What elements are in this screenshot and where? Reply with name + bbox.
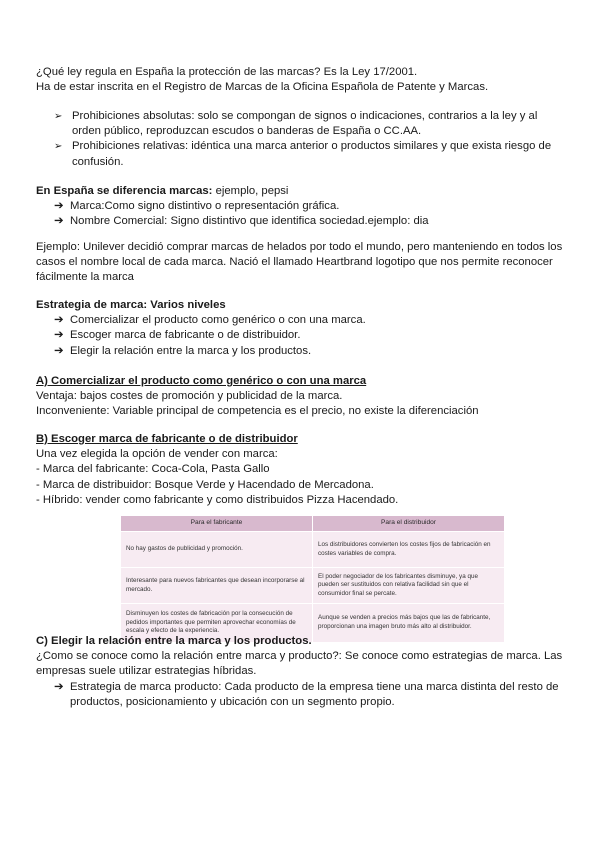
estrategia-list <box>36 313 566 359</box>
espana-list <box>36 199 566 229</box>
arrow-bullet-icon: ➔ <box>54 215 64 228</box>
section-heading: En España se diferencia marcas: ejemplo, pepsi <box>36 185 289 197</box>
section-heading: Estrategia de marca: Varios niveles <box>36 299 226 311</box>
section-a <box>36 374 566 420</box>
list-item: ➔ Escoger marca de fabricante o de distribuidor. <box>36 328 566 343</box>
list-item: ➔ Nombre Comercial: Signo distintivo que identifica sociedad.ejemplo: dia <box>36 214 566 229</box>
arrow-bullet-icon: ➔ <box>54 329 64 342</box>
arrow-bullet-icon: ➔ <box>54 680 64 693</box>
section-heading: C) Elegir la relación entre la marca y los productos. <box>36 635 312 647</box>
table-cell: Interesante para nuevos fabricantes que desean incorporarse al mercado. <box>121 568 313 604</box>
table-cell: El poder negociador de los fabricantes disminuye, ya que pueden ser sustituidos con relativa facilidad sin que el consumidor final se percate. <box>313 568 505 604</box>
table-cell: No hay gastos de publicidad y promoción. <box>121 532 313 568</box>
section-heading: A) Comercializar el producto como genérico o con una marca <box>36 375 367 387</box>
intro-line: Ha de estar inscrita en el Registro de Marcas de la Oficina Española de Patente y Marcas. <box>36 81 489 94</box>
list-item: ➔ Marca:Como signo distintivo o representación gráfica. <box>36 199 566 214</box>
table-cell: Los distribuidores convierten los costes fijos de fabricación en costes variables de compra. <box>313 532 505 568</box>
table-row <box>121 532 504 568</box>
section-b <box>36 432 566 508</box>
table-header-row <box>121 516 504 532</box>
column-header: Para el distribuidor <box>313 516 505 532</box>
table-cell: Disminuyen los costes de fabricación por la consecución de pedidos importantes que permiten aprovechar economías de escala y efecto de la experiencia. <box>121 604 313 643</box>
triangle-bullet-icon: ➢ <box>54 111 63 122</box>
section-line: - Marca del fabricante: Coca-Cola, Pasta Gallo <box>36 463 270 476</box>
arrow-bullet-icon: ➔ <box>54 200 64 213</box>
ventaja-text: Ventaja: bajos costes de promoción y publicidad de la marca. <box>36 390 343 403</box>
arrow-bullet-icon: ➔ <box>54 314 64 327</box>
section-heading: B) Escoger marca de fabricante o de distribuidor <box>36 433 298 445</box>
comparison-table <box>121 516 504 642</box>
section-line: Una vez elegida la opción de vender con marca: <box>36 448 278 461</box>
list-item: ➢ Prohibiciones absolutas: solo se compongan de signos o indicaciones, contrarios a la ley y al orden público, reproduzcan escudos o banderas de España o CC.AA. <box>54 110 538 138</box>
section-line: - Híbrido: vender como fabricante y como distribuidos Pizza Hacendado. <box>36 493 399 506</box>
list-item: ➢ Prohibiciones relativas: idéntica una marca anterior o productos similares y que exista riesgo de confusión. <box>54 140 552 168</box>
inconveniente-text: Inconveniente: Variable principal de competencia es el precio, no existe la diferenciación <box>36 405 479 418</box>
list-item: ➔ Estrategia de marca producto: Cada producto de la empresa tiene una marca distinta del resto de productos, posicionamiento y ubicación con un segmento propio. <box>54 680 559 708</box>
list-item: ➔ Comercializar el producto como genérico o con una marca. <box>36 313 566 328</box>
prohibiciones-list <box>36 109 566 170</box>
section-c-list <box>36 680 566 710</box>
triangle-bullet-icon: ➢ <box>54 141 63 153</box>
estrategia-section <box>36 298 566 359</box>
table-row <box>121 568 504 604</box>
list-item: ➔ Elegir la relación entre la marca y los productos. <box>36 344 566 359</box>
section-paragraph: ¿Como se conoce como la relación entre marca y producto?: Se conoce como estrategias de marca. Las empresas suele utilizar estrategias híbridas. <box>36 650 563 678</box>
table-cell: Aunque se venden a precios más bajos que las de fabricante, proporcionan una imagen bruto más alto al distribuidor. <box>313 604 505 643</box>
column-header: Para el fabricante <box>121 516 313 532</box>
intro-line: ¿Qué ley regula en España la protección de las marcas? Es la Ley 17/2001. <box>36 66 418 78</box>
section-c <box>36 634 566 710</box>
arrow-bullet-icon: ➔ <box>54 344 64 357</box>
intro <box>36 65 566 95</box>
espana-section <box>36 184 566 230</box>
section-line: - Marca de distribuidor: Bosque Verde y Hacendado de Mercadona. <box>36 478 374 491</box>
ejemplo-paragraph: Ejemplo: Unilever decidió comprar marcas de helados por todo el mundo, pero manteniendo en todos los casos el nombre local de cada marca. Nació el llamado Heartbrand logotipo que nos permite reconocer fácilmente la marca <box>36 241 563 284</box>
